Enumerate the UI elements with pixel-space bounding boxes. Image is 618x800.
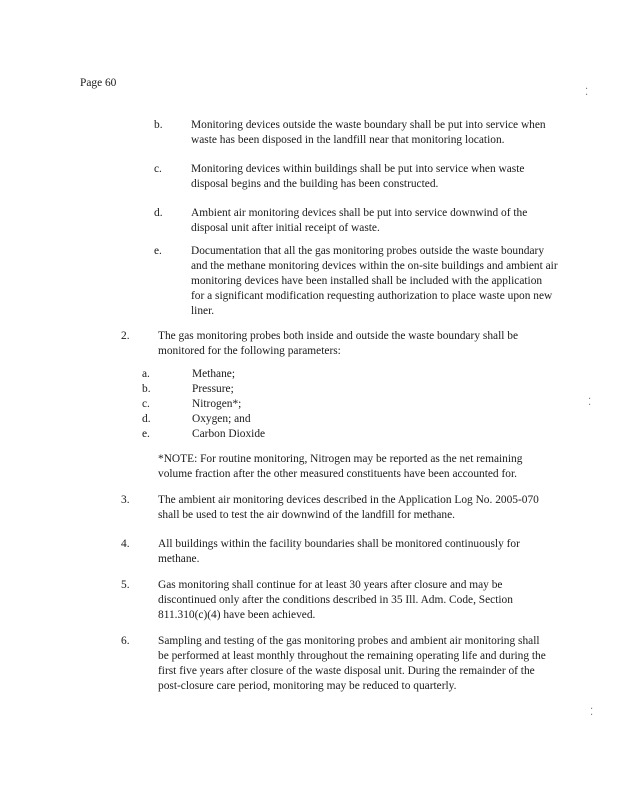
- list-item-text: Monitoring devices outside the waste boundary shall be put into service when waste has been disposed in the landfill near that monitoring location.: [191, 119, 546, 146]
- list-item-label: d.: [154, 207, 163, 219]
- list-item-text: All buildings within the facility boundaries shall be monitored continuously for methane.: [158, 538, 520, 565]
- list-item-label: e.: [154, 245, 162, 257]
- list-item-text: The gas monitoring probes both inside and outside the waste boundary shall be monitored for the following parameters:: [158, 330, 519, 357]
- list-item-text: Gas monitoring shall continue for at least 30 years after closure and may be discontinued only after the conditions described in 35 Ill. Adm. Code, Section 811.310(c)(4) have been achieved.: [158, 579, 513, 621]
- list-item-label: c.: [154, 163, 162, 175]
- list-item-number: 2.: [121, 330, 130, 342]
- parameter-label: e.: [142, 428, 150, 440]
- scan-mark: ⁚: [585, 87, 589, 98]
- parameter-text: Oxygen; and: [192, 413, 251, 425]
- parameter-label: d.: [142, 413, 151, 425]
- scan-mark: ⁚: [588, 397, 592, 408]
- list-item-text: Ambient air monitoring devices shall be put into service downwind of the disposal unit after initial receipt of waste.: [191, 207, 528, 234]
- parameter-text: Carbon Dioxide: [192, 428, 266, 440]
- list-item-number: 6.: [121, 635, 130, 647]
- footnote: *NOTE: For routine monitoring, Nitrogen may be reported as the net remaining volume fraction after the other measured constituents have been accounted for.: [158, 453, 523, 480]
- list-item-text: Documentation that all the gas monitoring probes outside the waste boundary and the methane monitoring devices within the on-site buildings and ambient air monitoring devices have been installed shall be included with the application for a significant modification requesting authorization to place waste upon new liner.: [191, 245, 558, 317]
- list-item-label: b.: [154, 119, 163, 131]
- page-number: Page 60: [80, 77, 117, 89]
- parameter-text: Pressure;: [192, 383, 234, 395]
- parameter-label: b.: [142, 383, 151, 395]
- list-item-number: 4.: [121, 538, 130, 550]
- list-item-text: Sampling and testing of the gas monitoring probes and ambient air monitoring shall be performed at least monthly throughout the remaining operating life and during the first five years after closure of the waste disposal unit. During the remainder of the post-closure care period, monitoring may be reduced to quarterly.: [158, 635, 546, 692]
- scan-mark: ⁚: [590, 707, 594, 718]
- list-item-number: 5.: [121, 579, 130, 591]
- list-item-text: The ambient air monitoring devices described in the Application Log No. 2005-070 shall be used to test the air downwind of the landfill for methane.: [158, 494, 539, 521]
- parameter-label: c.: [142, 398, 150, 410]
- list-item-number: 3.: [121, 494, 130, 506]
- parameter-label: a.: [142, 368, 150, 380]
- list-item-text: Monitoring devices within buildings shall be put into service when waste disposal begins and the building has been constructed.: [191, 163, 525, 190]
- parameter-text: Methane;: [192, 368, 236, 380]
- parameter-text: Nitrogen*;: [192, 398, 242, 410]
